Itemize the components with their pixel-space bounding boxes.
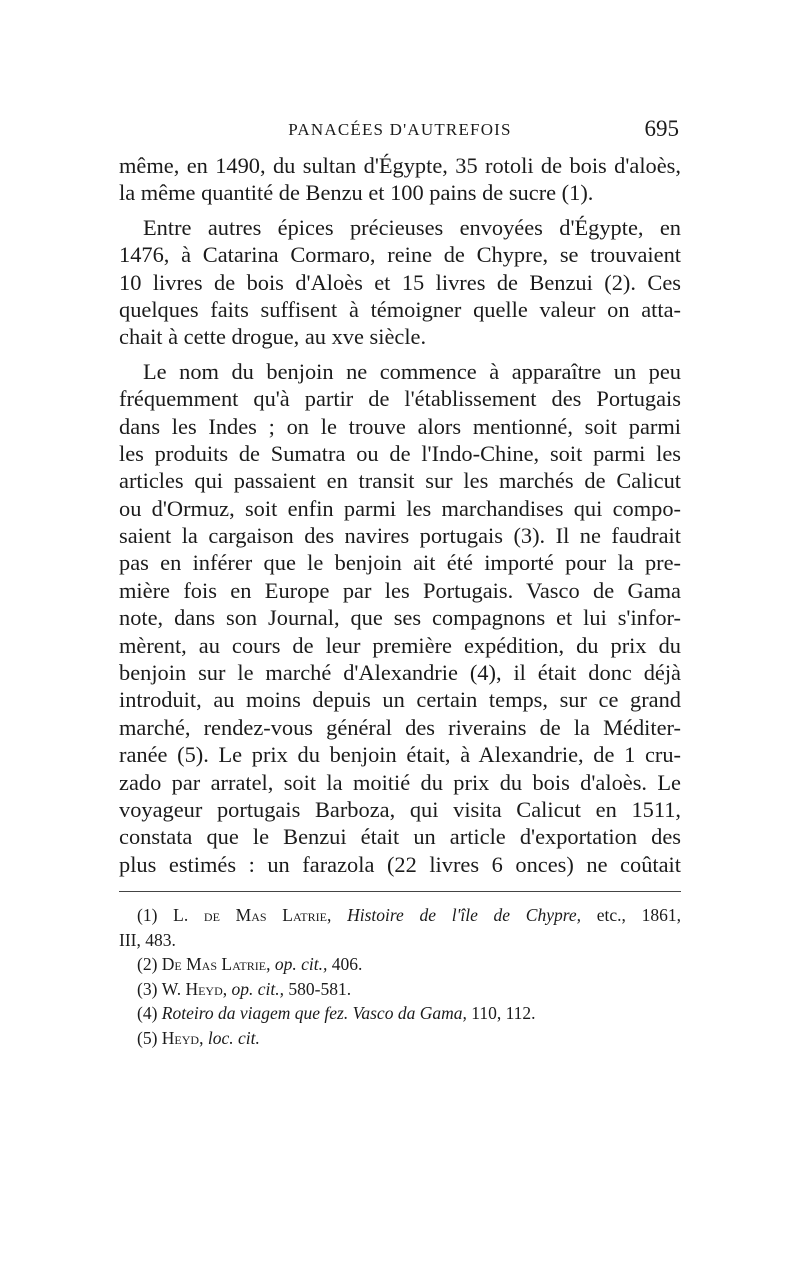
text-line: saient la cargaison des navires portugais (3). Il ne faudrait <box>119 523 681 549</box>
text-line: articles qui passaient en transit sur les marchés de Calicut <box>119 468 681 494</box>
footnote-3: (3) W. Heyd, op. cit., 580-581. <box>137 978 352 999</box>
text-line: mière fois en Europe par les Portugais. Vasco de Gama <box>119 577 681 603</box>
footnote-1-continued: III, 483. <box>119 929 176 950</box>
paragraph <box>119 358 681 878</box>
footnote-1: (1) L. de Mas Latrie, Histoire de l'île de Chypre, etc., 1861, <box>137 905 682 925</box>
paragraph <box>119 214 681 351</box>
text-line: chait à cette drogue, au xve siècle. <box>119 324 427 350</box>
text-line: benjoin sur le marché d'Alexandrie (4), il était donc déjà <box>119 660 681 686</box>
page-number: 695 <box>644 116 679 141</box>
text-line: ou d'Ormuz, soit enfin parmi les marchandises qui compo- <box>119 495 681 521</box>
text-line: Entre autres épices précieuses envoyées d'Égypte, en <box>143 214 681 240</box>
footnote-rule <box>119 891 681 892</box>
text-line: 1476, à Catarina Cormaro, reine de Chypre, se trouvaient <box>119 242 681 268</box>
footnote-2: (2) De Mas Latrie, op. cit., 406. <box>137 954 363 975</box>
text-line: constata que le Benzui était un article d'exportation des <box>119 824 681 850</box>
text-line: la même quantité de Benzu et 100 pains de sucre (1). <box>119 180 594 206</box>
text-line: Le nom du benjoin ne commence à apparaître un peu <box>143 358 681 384</box>
text-line: dans les Indes ; on le trouve alors mentionné, soit parmi <box>119 413 681 439</box>
text-line: pas en inférer que le benjoin ait été importé pour la pre- <box>119 550 681 576</box>
footnote-5: (5) Heyd, loc. cit. <box>137 1027 260 1048</box>
text-line: introduit, au moins depuis un certain temps, sur ce grand <box>119 687 681 713</box>
text-line: zado par arratel, soit la moitié du prix du bois d'aloès. Le <box>119 769 681 795</box>
text-line: marché, rendez-vous général des riverains de la Méditer- <box>119 714 681 740</box>
text-line: même, en 1490, du sultan d'Égypte, 35 rotoli de bois d'aloès, <box>119 153 681 178</box>
body-text <box>119 152 681 878</box>
text-line: fréquemment qu'à partir de l'établissement des Portugais <box>119 386 681 412</box>
text-line: 10 livres de bois d'Aloès et 15 livres de Benzui (2). Ces <box>119 269 681 295</box>
text-line: quelques faits suffisent à témoigner quelle valeur on atta- <box>119 296 681 322</box>
text-line: ranée (5). Le prix du benjoin était, à Alexandrie, de 1 cru- <box>119 742 681 768</box>
running-title: PANACÉES D'AUTREFOIS <box>288 120 512 139</box>
text-line: note, dans son Journal, que ses compagnons et lui s'infor- <box>119 605 681 631</box>
text-line: voyageur portugais Barboza, qui visita Calicut en 1511, <box>119 796 681 822</box>
text-line: les produits de Sumatra ou de l'Indo-Chine, soit parmi les <box>119 440 681 466</box>
footnotes <box>119 903 681 1051</box>
text-line: mèrent, au cours de leur première expédition, du prix du <box>119 632 681 658</box>
text-line: plus estimés : un farazola (22 livres 6 onces) ne coûtait <box>119 851 681 877</box>
page-header <box>119 116 681 146</box>
footnote-4: (4) Roteiro da viagem que fez. Vasco da Gama, 110, 112. <box>137 1003 536 1024</box>
